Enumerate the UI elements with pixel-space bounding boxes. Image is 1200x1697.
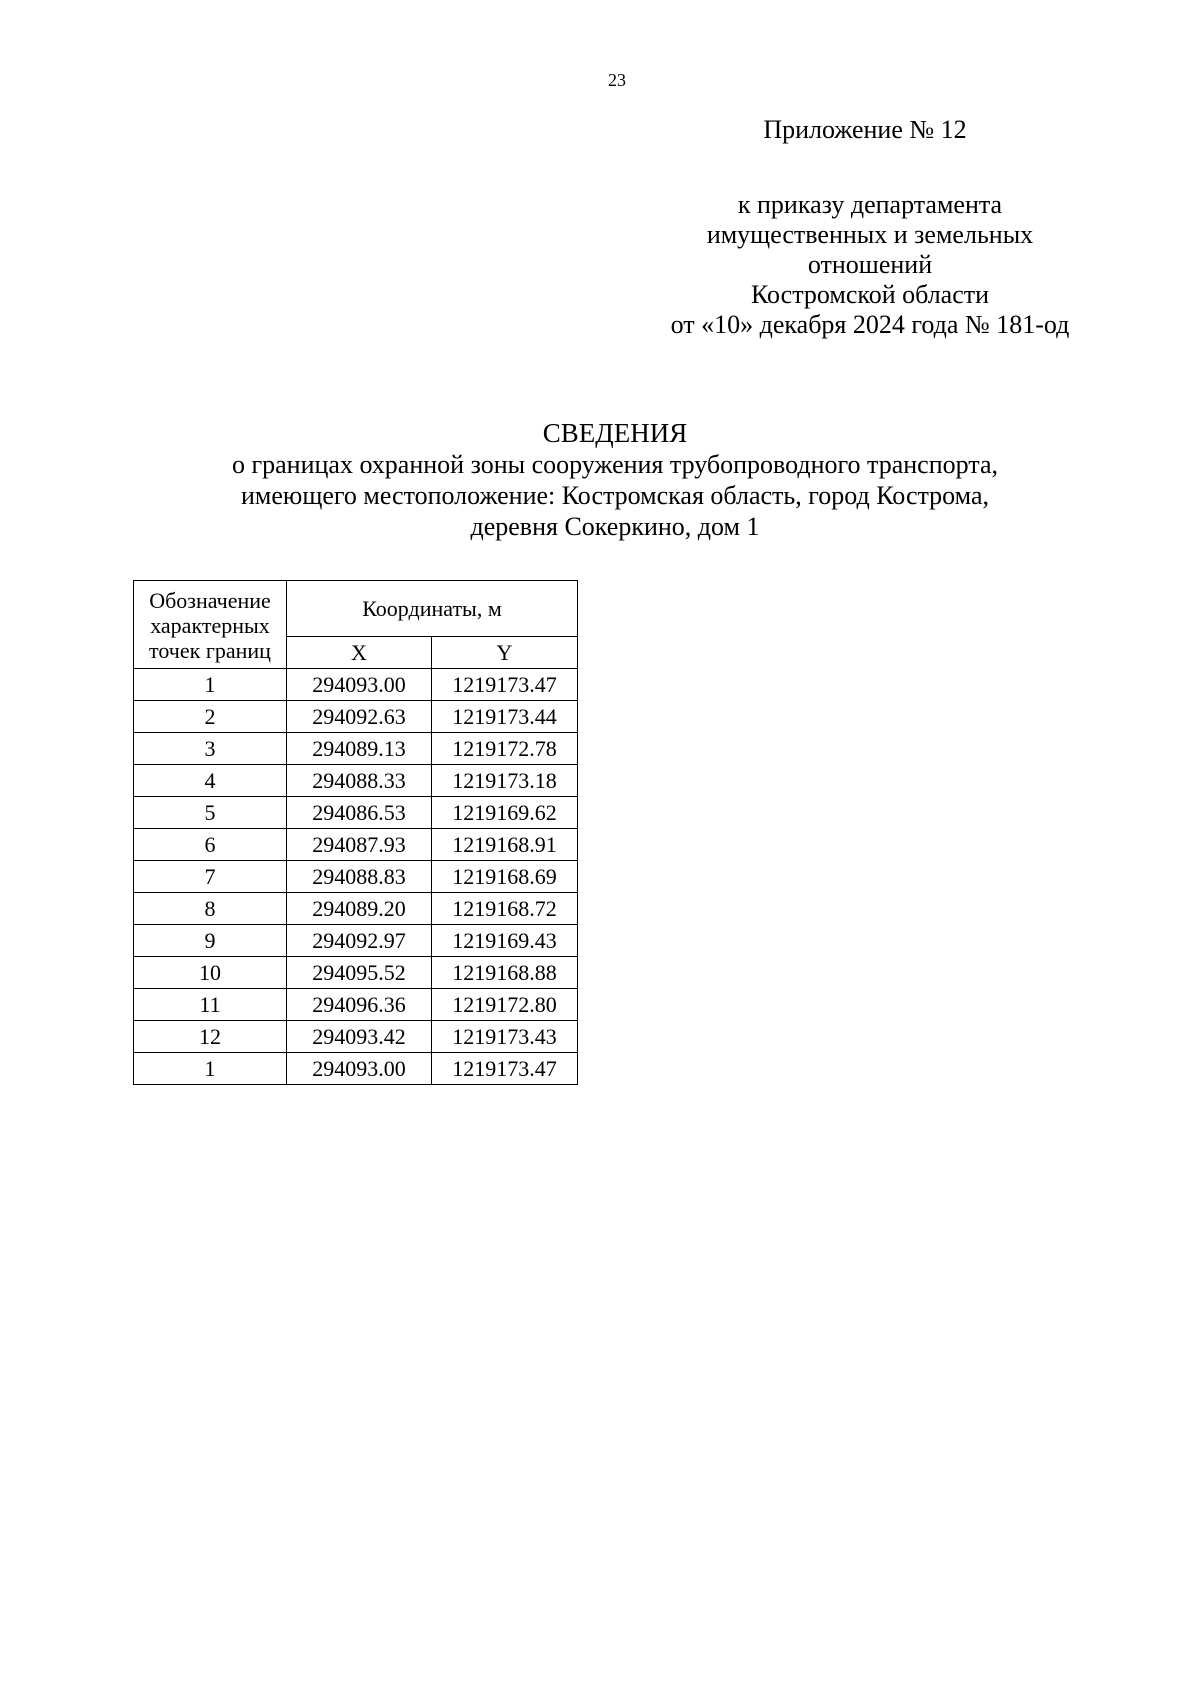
table-row — [134, 861, 578, 893]
header-y: Y — [432, 637, 578, 669]
point-cell: 10 — [134, 957, 287, 989]
table-row — [134, 957, 578, 989]
table-header-row — [134, 581, 578, 637]
y-cell: 1219173.47 — [432, 1053, 578, 1085]
point-cell: 6 — [134, 829, 287, 861]
header-x: X — [287, 637, 432, 669]
header-point-line: характерных — [150, 613, 270, 638]
x-cell: 294093.00 — [287, 1053, 432, 1085]
x-cell: 294093.00 — [287, 669, 432, 701]
order-reference — [630, 190, 1110, 340]
heading-line: о границах охранной зоны сооружения трубопроводного транспорта, — [231, 450, 999, 479]
point-cell: 11 — [134, 989, 287, 1021]
order-line: отношений — [807, 250, 933, 279]
point-cell: 3 — [134, 733, 287, 765]
header-point-cell — [134, 581, 287, 669]
document-title: СВЕДЕНИЯ — [542, 418, 688, 448]
order-line: к приказу департамента — [737, 190, 1003, 219]
header-coordinates: Координаты, м — [287, 581, 578, 637]
table-row — [134, 797, 578, 829]
y-cell: 1219168.88 — [432, 957, 578, 989]
header-point-line: Обозначение — [149, 588, 271, 613]
table-row — [134, 1053, 578, 1085]
order-line: от «10» декабря 2024 года № 181-од — [670, 310, 1070, 339]
order-line: имущественных и земельных — [706, 220, 1034, 249]
x-cell: 294092.63 — [287, 701, 432, 733]
y-cell: 1219173.47 — [432, 669, 578, 701]
x-cell: 294087.93 — [287, 829, 432, 861]
x-cell: 294088.83 — [287, 861, 432, 893]
x-cell: 294086.53 — [287, 797, 432, 829]
y-cell: 1219173.44 — [432, 701, 578, 733]
table-row — [134, 701, 578, 733]
point-cell: 9 — [134, 925, 287, 957]
table-row — [134, 765, 578, 797]
y-cell: 1219168.72 — [432, 893, 578, 925]
y-cell: 1219168.91 — [432, 829, 578, 861]
y-cell: 1219168.69 — [432, 861, 578, 893]
point-cell: 7 — [134, 861, 287, 893]
appendix-title: Приложение № 12 — [763, 115, 967, 144]
x-cell: 294089.13 — [287, 733, 432, 765]
x-cell: 294089.20 — [287, 893, 432, 925]
x-cell: 294093.42 — [287, 1021, 432, 1053]
table-row — [134, 989, 578, 1021]
heading-line: деревня Сокеркино, дом 1 — [470, 512, 760, 541]
table-row — [134, 733, 578, 765]
x-cell: 294088.33 — [287, 765, 432, 797]
point-cell: 8 — [134, 893, 287, 925]
coordinates-table — [133, 580, 578, 1085]
y-cell: 1219172.80 — [432, 989, 578, 1021]
y-cell: 1219173.43 — [432, 1021, 578, 1053]
table-row — [134, 893, 578, 925]
page-number: 23 — [608, 70, 626, 90]
y-cell: 1219169.43 — [432, 925, 578, 957]
table-row — [134, 829, 578, 861]
document-heading — [120, 418, 1110, 542]
x-cell: 294092.97 — [287, 925, 432, 957]
table-row — [134, 669, 578, 701]
point-cell: 5 — [134, 797, 287, 829]
point-cell: 4 — [134, 765, 287, 797]
order-line: Костромской области — [750, 280, 990, 309]
y-cell: 1219173.18 — [432, 765, 578, 797]
table-row — [134, 925, 578, 957]
header-point-line: точек границ — [149, 638, 271, 663]
x-cell: 294096.36 — [287, 989, 432, 1021]
point-cell: 2 — [134, 701, 287, 733]
point-cell: 1 — [134, 1053, 287, 1085]
x-cell: 294095.52 — [287, 957, 432, 989]
y-cell: 1219169.62 — [432, 797, 578, 829]
heading-line: имеющего местоположение: Костромская область, город Кострома, — [241, 481, 989, 510]
point-cell: 12 — [134, 1021, 287, 1053]
point-cell: 1 — [134, 669, 287, 701]
table-row — [134, 1021, 578, 1053]
y-cell: 1219172.78 — [432, 733, 578, 765]
